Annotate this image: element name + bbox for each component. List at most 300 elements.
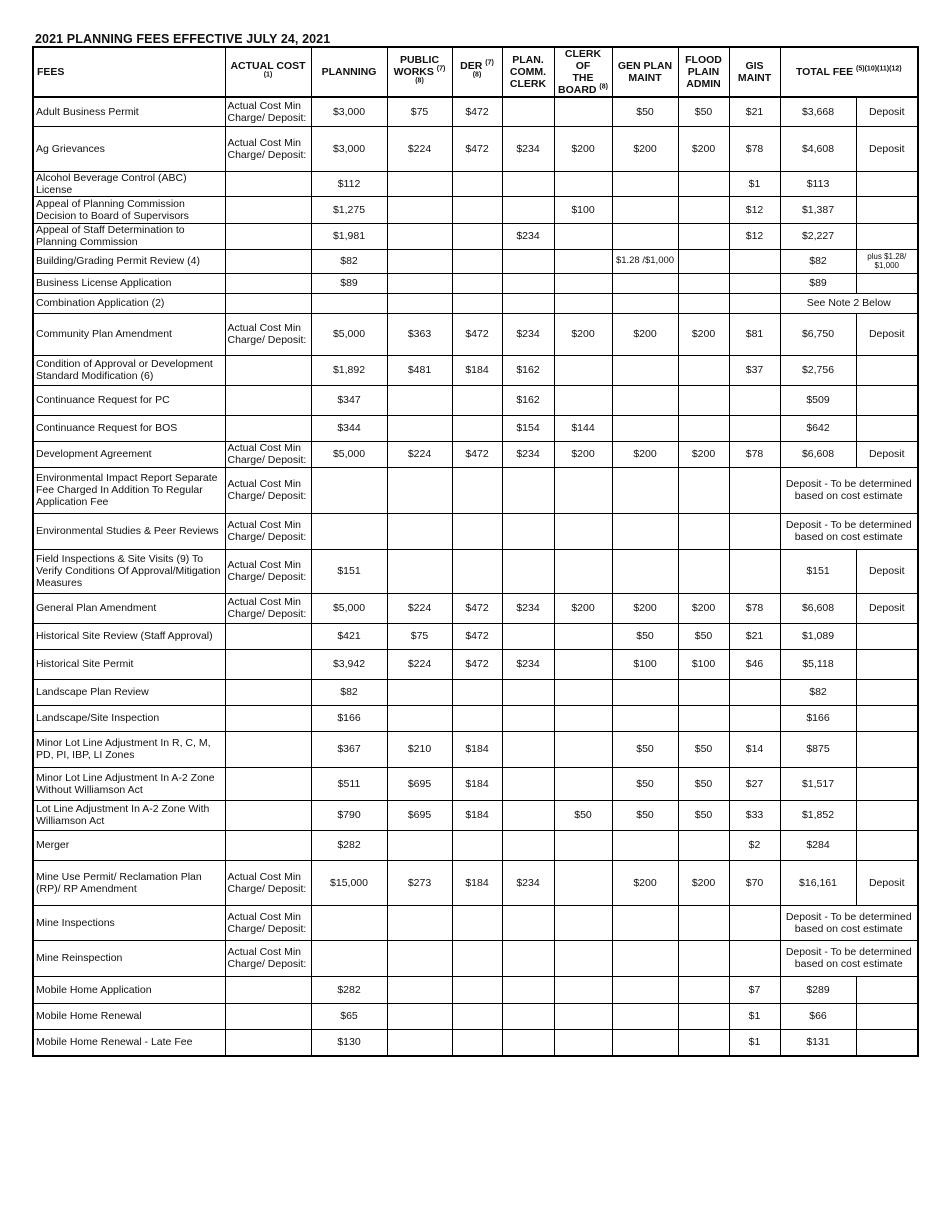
cell-gis-maint: $70 xyxy=(729,860,780,905)
cell-planning: $3,942 xyxy=(311,649,387,679)
cell-der xyxy=(452,830,502,860)
cell-fee-name: Mine Use Permit/ Reclamation Plan (RP)/ RP Amendment xyxy=(33,860,225,905)
table-row xyxy=(33,126,918,171)
cell-flood-plain-admin: $200 xyxy=(678,313,729,355)
cell-gen-plan-maint xyxy=(612,830,678,860)
cell-public-works xyxy=(387,415,452,441)
cell-public-works xyxy=(387,830,452,860)
table-row xyxy=(33,679,918,705)
cell-clerk-of-board xyxy=(554,976,612,1003)
cell-clerk-of-board xyxy=(554,293,612,313)
cell-total-extra: Deposit xyxy=(856,313,918,355)
cell-gis-maint: $7 xyxy=(729,976,780,1003)
cell-gis-maint: $1 xyxy=(729,1003,780,1029)
cell-public-works: $695 xyxy=(387,800,452,830)
cell-plan-comm-clerk: $234 xyxy=(502,649,554,679)
cell-total-note: See Note 2 Below xyxy=(780,293,918,313)
cell-clerk-of-board xyxy=(554,1029,612,1056)
cell-actual-cost: Actual Cost Min Charge/ Deposit: xyxy=(225,467,311,513)
cell-total-extra xyxy=(856,385,918,415)
cell-gis-maint xyxy=(729,249,780,273)
cell-total-fee: $113 xyxy=(780,171,856,196)
page-title: 2021 PLANNING FEES EFFECTIVE JULY 24, 2021 xyxy=(35,32,331,46)
cell-flood-plain-admin xyxy=(678,273,729,293)
cell-planning: $166 xyxy=(311,705,387,731)
cell-total-extra xyxy=(856,415,918,441)
cell-fee-name: Development Agreement xyxy=(33,441,225,467)
cell-flood-plain-admin xyxy=(678,705,729,731)
cell-public-works xyxy=(387,467,452,513)
cell-clerk-of-board xyxy=(554,171,612,196)
cell-actual-cost xyxy=(225,196,311,223)
cell-total-extra xyxy=(856,355,918,385)
cell-total-fee: $2,756 xyxy=(780,355,856,385)
cell-gen-plan-maint xyxy=(612,273,678,293)
cell-gen-plan-maint: $1.28 /$1,000 xyxy=(612,249,678,273)
cell-clerk-of-board xyxy=(554,905,612,940)
cell-fee-name: Mobile Home Application xyxy=(33,976,225,1003)
cell-der: $472 xyxy=(452,593,502,623)
cell-flood-plain-admin xyxy=(678,223,729,249)
cell-planning: $112 xyxy=(311,171,387,196)
cell-gen-plan-maint xyxy=(612,293,678,313)
cell-der: $184 xyxy=(452,731,502,767)
cell-actual-cost xyxy=(225,171,311,196)
cell-plan-comm-clerk: $234 xyxy=(502,860,554,905)
cell-der xyxy=(452,223,502,249)
cell-flood-plain-admin xyxy=(678,976,729,1003)
cell-gis-maint: $27 xyxy=(729,767,780,800)
cell-actual-cost xyxy=(225,355,311,385)
cell-plan-comm-clerk xyxy=(502,249,554,273)
cell-gis-maint xyxy=(729,679,780,705)
cell-gen-plan-maint xyxy=(612,196,678,223)
cell-flood-plain-admin: $50 xyxy=(678,767,729,800)
cell-total-extra xyxy=(856,623,918,649)
cell-gen-plan-maint: $100 xyxy=(612,649,678,679)
cell-planning: $790 xyxy=(311,800,387,830)
table-row xyxy=(33,549,918,593)
cell-flood-plain-admin xyxy=(678,679,729,705)
cell-fee-name: General Plan Amendment xyxy=(33,593,225,623)
cell-gen-plan-maint xyxy=(612,679,678,705)
cell-total-fee: $151 xyxy=(780,549,856,593)
cell-fee-name: Mobile Home Renewal - Late Fee xyxy=(33,1029,225,1056)
cell-gen-plan-maint: $200 xyxy=(612,126,678,171)
cell-clerk-of-board xyxy=(554,355,612,385)
cell-actual-cost xyxy=(225,976,311,1003)
cell-total-fee: $642 xyxy=(780,415,856,441)
cell-planning: $282 xyxy=(311,976,387,1003)
cell-actual-cost xyxy=(225,1029,311,1056)
cell-der: $184 xyxy=(452,860,502,905)
cell-flood-plain-admin: $50 xyxy=(678,623,729,649)
cell-clerk-of-board xyxy=(554,940,612,976)
cell-planning: $151 xyxy=(311,549,387,593)
cell-clerk-of-board xyxy=(554,1003,612,1029)
cell-clerk-of-board: $50 xyxy=(554,800,612,830)
cell-gen-plan-maint xyxy=(612,467,678,513)
cell-actual-cost: Actual Cost Min Charge/ Deposit: xyxy=(225,905,311,940)
cell-der: $472 xyxy=(452,441,502,467)
header-der: DER $^{(7) (8)}$ xyxy=(452,47,502,97)
cell-actual-cost xyxy=(225,649,311,679)
cell-planning: $1,892 xyxy=(311,355,387,385)
cell-plan-comm-clerk xyxy=(502,293,554,313)
table-row xyxy=(33,731,918,767)
cell-gen-plan-maint xyxy=(612,513,678,549)
cell-clerk-of-board: $200 xyxy=(554,593,612,623)
cell-plan-comm-clerk xyxy=(502,513,554,549)
cell-actual-cost: Actual Cost Min Charge/ Deposit: xyxy=(225,860,311,905)
cell-fee-name: Continuance Request for BOS xyxy=(33,415,225,441)
cell-actual-cost xyxy=(225,415,311,441)
cell-planning xyxy=(311,513,387,549)
cell-gen-plan-maint: $50 xyxy=(612,623,678,649)
cell-plan-comm-clerk xyxy=(502,1029,554,1056)
cell-total-extra xyxy=(856,830,918,860)
cell-gen-plan-maint xyxy=(612,171,678,196)
table-row xyxy=(33,976,918,1003)
cell-fee-name: Lot Line Adjustment In A-2 Zone With Williamson Act xyxy=(33,800,225,830)
cell-total-extra: Deposit xyxy=(856,860,918,905)
cell-plan-comm-clerk xyxy=(502,97,554,126)
cell-public-works: $224 xyxy=(387,649,452,679)
cell-plan-comm-clerk: $234 xyxy=(502,126,554,171)
table-row xyxy=(33,767,918,800)
cell-clerk-of-board xyxy=(554,649,612,679)
cell-total-fee: $16,161 xyxy=(780,860,856,905)
header-gen-plan-maint: GEN PLAN MAINT xyxy=(612,47,678,97)
header-fees: FEES xyxy=(33,47,225,97)
cell-fee-name: Appeal of Staff Determination to Planning Commission xyxy=(33,223,225,249)
cell-total-fee: $509 xyxy=(780,385,856,415)
cell-public-works xyxy=(387,940,452,976)
cell-total-extra xyxy=(856,171,918,196)
cell-total-extra: Deposit xyxy=(856,126,918,171)
cell-total-fee: $6,608 xyxy=(780,441,856,467)
cell-total-extra: Deposit xyxy=(856,441,918,467)
cell-clerk-of-board xyxy=(554,679,612,705)
cell-gis-maint: $12 xyxy=(729,223,780,249)
cell-total-extra xyxy=(856,767,918,800)
cell-der xyxy=(452,976,502,1003)
cell-gen-plan-maint: $200 xyxy=(612,441,678,467)
cell-der: $472 xyxy=(452,313,502,355)
cell-public-works: $363 xyxy=(387,313,452,355)
cell-total-extra xyxy=(856,705,918,731)
cell-plan-comm-clerk: $234 xyxy=(502,593,554,623)
cell-der: $184 xyxy=(452,355,502,385)
cell-clerk-of-board: $200 xyxy=(554,441,612,467)
cell-fee-name: Adult Business Permit xyxy=(33,97,225,126)
cell-fee-name: Field Inspections & Site Visits (9) To Verify Conditions Of Approval/Mitigation Measures xyxy=(33,549,225,593)
cell-actual-cost xyxy=(225,1003,311,1029)
cell-fee-name: Building/Grading Permit Review (4) xyxy=(33,249,225,273)
cell-clerk-of-board xyxy=(554,549,612,593)
cell-public-works xyxy=(387,223,452,249)
cell-fee-name: Mine Reinspection xyxy=(33,940,225,976)
cell-der xyxy=(452,293,502,313)
cell-actual-cost xyxy=(225,679,311,705)
cell-fee-name: Ag Grievances xyxy=(33,126,225,171)
cell-total-extra xyxy=(856,731,918,767)
cell-flood-plain-admin xyxy=(678,249,729,273)
cell-total-fee: $4,608 xyxy=(780,126,856,171)
cell-plan-comm-clerk xyxy=(502,976,554,1003)
cell-public-works: $75 xyxy=(387,623,452,649)
cell-planning: $511 xyxy=(311,767,387,800)
cell-total-fee: $1,387 xyxy=(780,196,856,223)
table-row xyxy=(33,355,918,385)
cell-flood-plain-admin xyxy=(678,293,729,313)
cell-planning: $282 xyxy=(311,830,387,860)
cell-der: $184 xyxy=(452,767,502,800)
cell-clerk-of-board xyxy=(554,860,612,905)
cell-public-works xyxy=(387,273,452,293)
cell-der xyxy=(452,196,502,223)
cell-gis-maint xyxy=(729,513,780,549)
table-row xyxy=(33,171,918,196)
cell-der xyxy=(452,679,502,705)
cell-plan-comm-clerk: $234 xyxy=(502,223,554,249)
cell-actual-cost xyxy=(225,767,311,800)
cell-total-fee: $6,608 xyxy=(780,593,856,623)
cell-gis-maint: $12 xyxy=(729,196,780,223)
cell-total-fee: $875 xyxy=(780,731,856,767)
cell-actual-cost xyxy=(225,705,311,731)
cell-flood-plain-admin xyxy=(678,1003,729,1029)
cell-actual-cost xyxy=(225,385,311,415)
cell-total-extra xyxy=(856,196,918,223)
cell-der: $472 xyxy=(452,649,502,679)
cell-fee-name: Landscape Plan Review xyxy=(33,679,225,705)
cell-total-note: Deposit - To be determined based on cost estimate xyxy=(780,467,918,513)
cell-gen-plan-maint xyxy=(612,385,678,415)
cell-gen-plan-maint xyxy=(612,976,678,1003)
cell-planning: $3,000 xyxy=(311,126,387,171)
cell-der xyxy=(452,467,502,513)
cell-gen-plan-maint: $200 xyxy=(612,593,678,623)
table-row xyxy=(33,467,918,513)
cell-gen-plan-maint: $50 xyxy=(612,731,678,767)
cell-planning: $130 xyxy=(311,1029,387,1056)
cell-public-works xyxy=(387,293,452,313)
cell-planning: $3,000 xyxy=(311,97,387,126)
cell-fee-name: Appeal of Planning Commission Decision to Board of Supervisors xyxy=(33,196,225,223)
cell-flood-plain-admin: $50 xyxy=(678,731,729,767)
cell-actual-cost xyxy=(225,249,311,273)
cell-gis-maint: $46 xyxy=(729,649,780,679)
table-row xyxy=(33,1003,918,1029)
cell-plan-comm-clerk xyxy=(502,705,554,731)
cell-public-works xyxy=(387,976,452,1003)
table-row xyxy=(33,830,918,860)
cell-gis-maint xyxy=(729,385,780,415)
cell-fee-name: Alcohol Beverage Control (ABC) License xyxy=(33,171,225,196)
table-row xyxy=(33,196,918,223)
cell-total-extra: Deposit xyxy=(856,97,918,126)
cell-actual-cost: Actual Cost Min Charge/ Deposit: xyxy=(225,441,311,467)
cell-plan-comm-clerk xyxy=(502,1003,554,1029)
cell-public-works: $481 xyxy=(387,355,452,385)
cell-planning: $89 xyxy=(311,273,387,293)
cell-clerk-of-board xyxy=(554,623,612,649)
table-row xyxy=(33,940,918,976)
cell-actual-cost: Actual Cost Min Charge/ Deposit: xyxy=(225,940,311,976)
table-row xyxy=(33,705,918,731)
cell-gis-maint: $37 xyxy=(729,355,780,385)
cell-fee-name: Historical Site Permit xyxy=(33,649,225,679)
cell-flood-plain-admin xyxy=(678,385,729,415)
table-row xyxy=(33,385,918,415)
cell-total-note: Deposit - To be determined based on cost estimate xyxy=(780,940,918,976)
table-row xyxy=(33,905,918,940)
cell-der xyxy=(452,249,502,273)
cell-actual-cost xyxy=(225,800,311,830)
cell-public-works xyxy=(387,679,452,705)
cell-total-fee: $82 xyxy=(780,679,856,705)
cell-plan-comm-clerk: $234 xyxy=(502,313,554,355)
cell-fee-name: Mine Inspections xyxy=(33,905,225,940)
cell-fee-name: Historical Site Review (Staff Approval) xyxy=(33,623,225,649)
cell-planning: $15,000 xyxy=(311,860,387,905)
cell-gen-plan-maint: $200 xyxy=(612,313,678,355)
cell-der xyxy=(452,549,502,593)
cell-total-extra xyxy=(856,1003,918,1029)
cell-fee-name: Minor Lot Line Adjustment In A-2 Zone Without Williamson Act xyxy=(33,767,225,800)
header-total-fee: TOTAL FEE $^{(5)(10)(11)(12)}$ xyxy=(780,47,918,97)
cell-total-fee: $1,089 xyxy=(780,623,856,649)
cell-der xyxy=(452,1029,502,1056)
cell-clerk-of-board xyxy=(554,249,612,273)
cell-planning: $421 xyxy=(311,623,387,649)
cell-flood-plain-admin: $100 xyxy=(678,649,729,679)
cell-clerk-of-board: $200 xyxy=(554,126,612,171)
cell-actual-cost xyxy=(225,830,311,860)
cell-planning: $82 xyxy=(311,679,387,705)
cell-flood-plain-admin: $200 xyxy=(678,126,729,171)
cell-public-works xyxy=(387,513,452,549)
cell-public-works: $273 xyxy=(387,860,452,905)
cell-gis-maint xyxy=(729,905,780,940)
cell-clerk-of-board xyxy=(554,273,612,293)
cell-gen-plan-maint xyxy=(612,1003,678,1029)
cell-der xyxy=(452,705,502,731)
cell-gis-maint: $78 xyxy=(729,126,780,171)
cell-public-works xyxy=(387,249,452,273)
cell-flood-plain-admin xyxy=(678,355,729,385)
cell-fee-name: Merger xyxy=(33,830,225,860)
cell-fee-name: Condition of Approval or Development Standard Modification (6) xyxy=(33,355,225,385)
cell-total-fee: $3,668 xyxy=(780,97,856,126)
cell-gen-plan-maint: $50 xyxy=(612,800,678,830)
cell-gis-maint: $21 xyxy=(729,97,780,126)
cell-fee-name: Mobile Home Renewal xyxy=(33,1003,225,1029)
cell-public-works: $224 xyxy=(387,593,452,623)
cell-gen-plan-maint: $50 xyxy=(612,97,678,126)
cell-clerk-of-board xyxy=(554,97,612,126)
cell-plan-comm-clerk xyxy=(502,549,554,593)
cell-gen-plan-maint xyxy=(612,1029,678,1056)
cell-gis-maint xyxy=(729,940,780,976)
cell-plan-comm-clerk xyxy=(502,800,554,830)
cell-der xyxy=(452,171,502,196)
header-row xyxy=(33,47,918,97)
cell-gis-maint: $33 xyxy=(729,800,780,830)
header-planning: PLANNING xyxy=(311,47,387,97)
cell-total-fee: $66 xyxy=(780,1003,856,1029)
cell-der xyxy=(452,905,502,940)
fees-table xyxy=(32,46,919,1057)
cell-actual-cost: Actual Cost Min Charge/ Deposit: xyxy=(225,549,311,593)
cell-plan-comm-clerk xyxy=(502,767,554,800)
cell-gen-plan-maint xyxy=(612,940,678,976)
cell-public-works: $210 xyxy=(387,731,452,767)
cell-total-fee: $5,118 xyxy=(780,649,856,679)
cell-plan-comm-clerk xyxy=(502,273,554,293)
cell-fee-name: Combination Application (2) xyxy=(33,293,225,313)
cell-plan-comm-clerk: $162 xyxy=(502,355,554,385)
cell-fee-name: Landscape/Site Inspection xyxy=(33,705,225,731)
cell-plan-comm-clerk xyxy=(502,623,554,649)
cell-plan-comm-clerk: $234 xyxy=(502,441,554,467)
cell-plan-comm-clerk xyxy=(502,171,554,196)
header-plan-comm-clerk: PLAN. COMM. CLERK xyxy=(502,47,554,97)
cell-plan-comm-clerk xyxy=(502,940,554,976)
cell-public-works xyxy=(387,905,452,940)
cell-gen-plan-maint xyxy=(612,549,678,593)
cell-public-works xyxy=(387,385,452,415)
cell-total-extra xyxy=(856,800,918,830)
cell-gis-maint: $21 xyxy=(729,623,780,649)
cell-gis-maint xyxy=(729,293,780,313)
cell-plan-comm-clerk: $154 xyxy=(502,415,554,441)
cell-gis-maint: $81 xyxy=(729,313,780,355)
cell-actual-cost xyxy=(225,731,311,767)
cell-actual-cost: Actual Cost Min Charge/ Deposit: xyxy=(225,513,311,549)
cell-planning xyxy=(311,905,387,940)
cell-total-extra xyxy=(856,649,918,679)
cell-total-fee: $284 xyxy=(780,830,856,860)
cell-gis-maint xyxy=(729,467,780,513)
cell-flood-plain-admin xyxy=(678,1029,729,1056)
cell-actual-cost: Actual Cost Min Charge/ Deposit: xyxy=(225,97,311,126)
cell-public-works xyxy=(387,196,452,223)
cell-total-fee: $82 xyxy=(780,249,856,273)
cell-flood-plain-admin: $200 xyxy=(678,860,729,905)
cell-planning: $65 xyxy=(311,1003,387,1029)
cell-planning: $367 xyxy=(311,731,387,767)
cell-clerk-of-board xyxy=(554,705,612,731)
cell-actual-cost: Actual Cost Min Charge/ Deposit: xyxy=(225,313,311,355)
cell-public-works xyxy=(387,705,452,731)
cell-flood-plain-admin xyxy=(678,549,729,593)
cell-gis-maint: $78 xyxy=(729,593,780,623)
cell-der: $472 xyxy=(452,126,502,171)
cell-planning: $1,981 xyxy=(311,223,387,249)
table-row xyxy=(33,623,918,649)
table-row xyxy=(33,313,918,355)
cell-fee-name: Community Plan Amendment xyxy=(33,313,225,355)
cell-total-extra: Deposit xyxy=(856,593,918,623)
cell-actual-cost: Actual Cost Min Charge/ Deposit: xyxy=(225,126,311,171)
header-gis-maint: GIS MAINT xyxy=(729,47,780,97)
cell-der xyxy=(452,273,502,293)
cell-clerk-of-board xyxy=(554,731,612,767)
cell-total-fee: $1,852 xyxy=(780,800,856,830)
cell-planning: $5,000 xyxy=(311,441,387,467)
